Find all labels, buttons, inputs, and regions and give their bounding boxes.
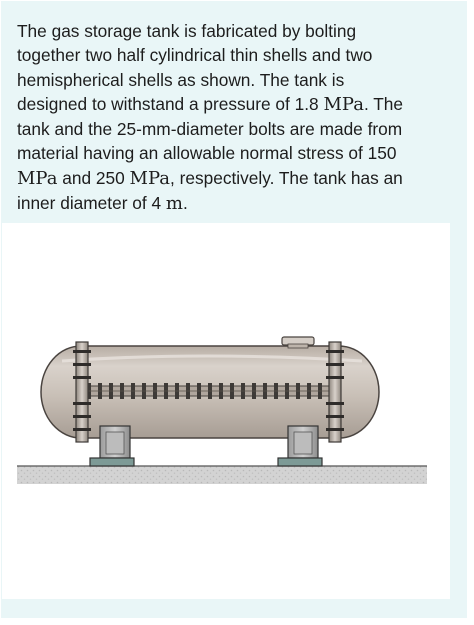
stress-unit-tank: MPa bbox=[17, 167, 58, 189]
problem-line-3: hemispherical shells as shown. The tank is bbox=[17, 69, 345, 90]
problem-line-4-end: . The bbox=[363, 93, 404, 114]
problem-line-8: inner diameter of 4 bbox=[17, 193, 166, 214]
ground bbox=[17, 466, 427, 484]
problem-statement bbox=[17, 19, 457, 216]
left-flange bbox=[76, 342, 88, 442]
problem-line-4: designed to withstand a pressure of 1.8 bbox=[17, 93, 324, 114]
problem-card bbox=[1, 1, 467, 618]
problem-line-5: tank and the 25-mm-diameter bolts are made from bbox=[17, 119, 403, 140]
diameter-unit: m bbox=[165, 193, 183, 215]
problem-line-6: material having an allowable normal stress of 150 bbox=[17, 143, 397, 164]
pressure-unit: MPa bbox=[323, 93, 364, 115]
problem-line-2: together two half cylindrical thin shells and two bbox=[17, 45, 373, 66]
problem-line-8-end: . bbox=[182, 193, 188, 214]
problem-line-7: and 250 bbox=[57, 167, 130, 188]
problem-line-7-end: , respectively. The tank has an bbox=[170, 167, 403, 188]
problem-line-1: The gas storage tank is fabricated by bolting bbox=[17, 21, 357, 41]
tank-illustration bbox=[2, 223, 450, 599]
stress-unit-bolts: MPa bbox=[129, 167, 171, 189]
tank-figure bbox=[2, 223, 450, 599]
right-flange bbox=[329, 342, 341, 442]
tank-nozzle-neck bbox=[288, 344, 308, 348]
